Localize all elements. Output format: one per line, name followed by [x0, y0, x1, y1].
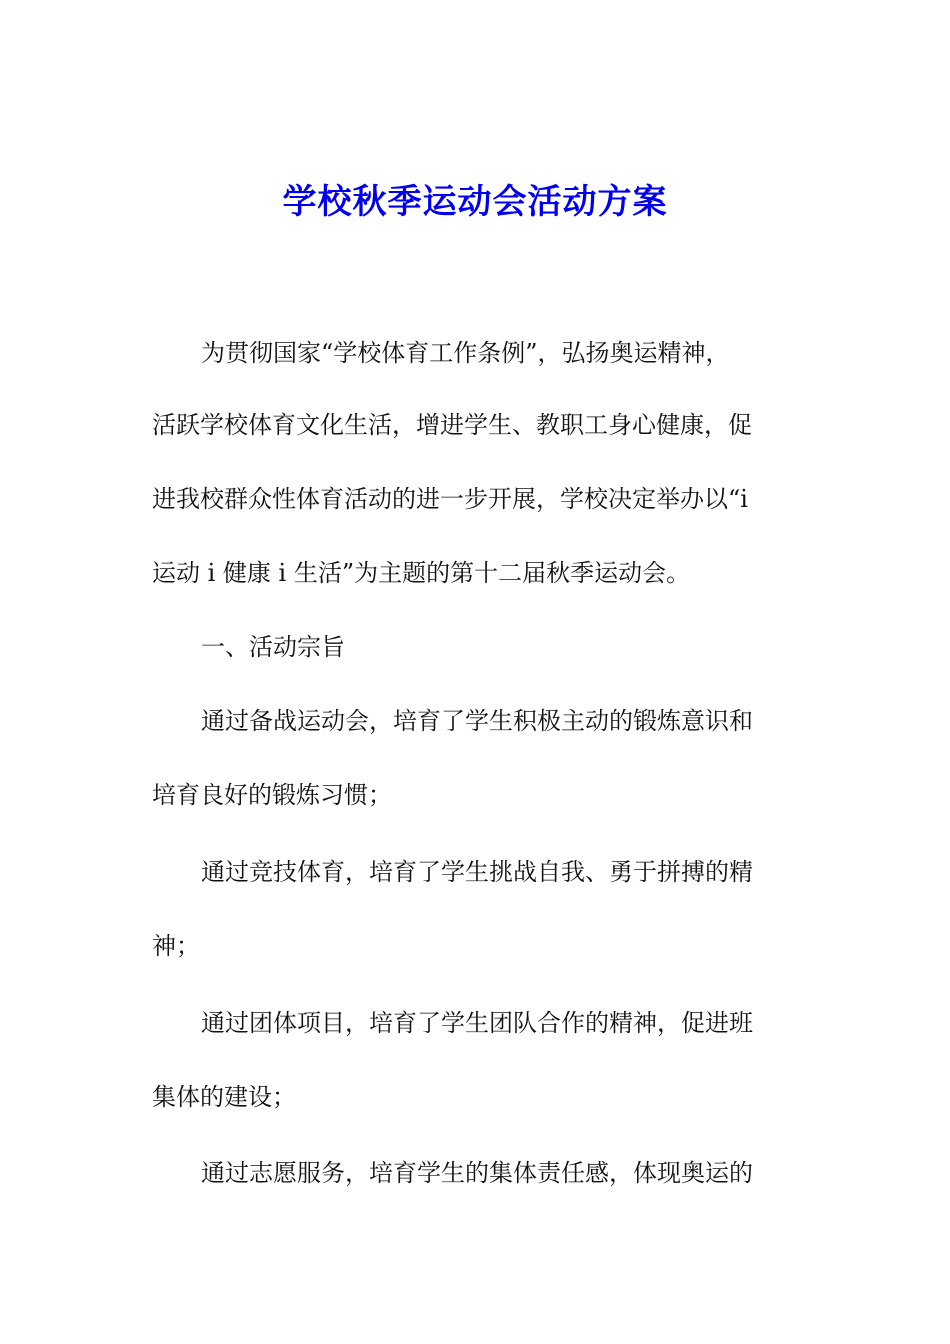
- paragraph-line: 通过竞技体育，培育了学生挑战自我、勇于拼搏的精: [201, 858, 753, 886]
- paragraph-line: 集体的建设；: [152, 1083, 296, 1111]
- paragraph-line: 通过志愿服务，培育学生的集体责任感，体现奥运的: [201, 1159, 753, 1187]
- paragraph-line: 培育良好的锻炼习惯；: [152, 781, 392, 809]
- paragraph-line: 通过团体项目，培育了学生团队合作的精神，促进班: [201, 1009, 753, 1037]
- document-title: 学校秋季运动会活动方案: [282, 182, 668, 222]
- paragraph-line: 神；: [152, 932, 200, 960]
- paragraph-line: 运动 i 健康 i 生活”为主题的第十二届秋季运动会。: [152, 559, 691, 587]
- paragraph-line: 进我校群众性体育活动的进一步开展，学校决定举办以“i: [152, 485, 748, 513]
- section-heading: 一、活动宗旨: [201, 633, 345, 661]
- paragraph-line: 通过备战运动会，培育了学生积极主动的锻炼意识和: [201, 707, 753, 735]
- paragraph-line: 为贯彻国家“学校体育工作条例”，弘扬奥运精神，: [201, 339, 730, 367]
- paragraph-line: 活跃学校体育文化生活，增进学生、教职工身心健康，促: [152, 411, 752, 439]
